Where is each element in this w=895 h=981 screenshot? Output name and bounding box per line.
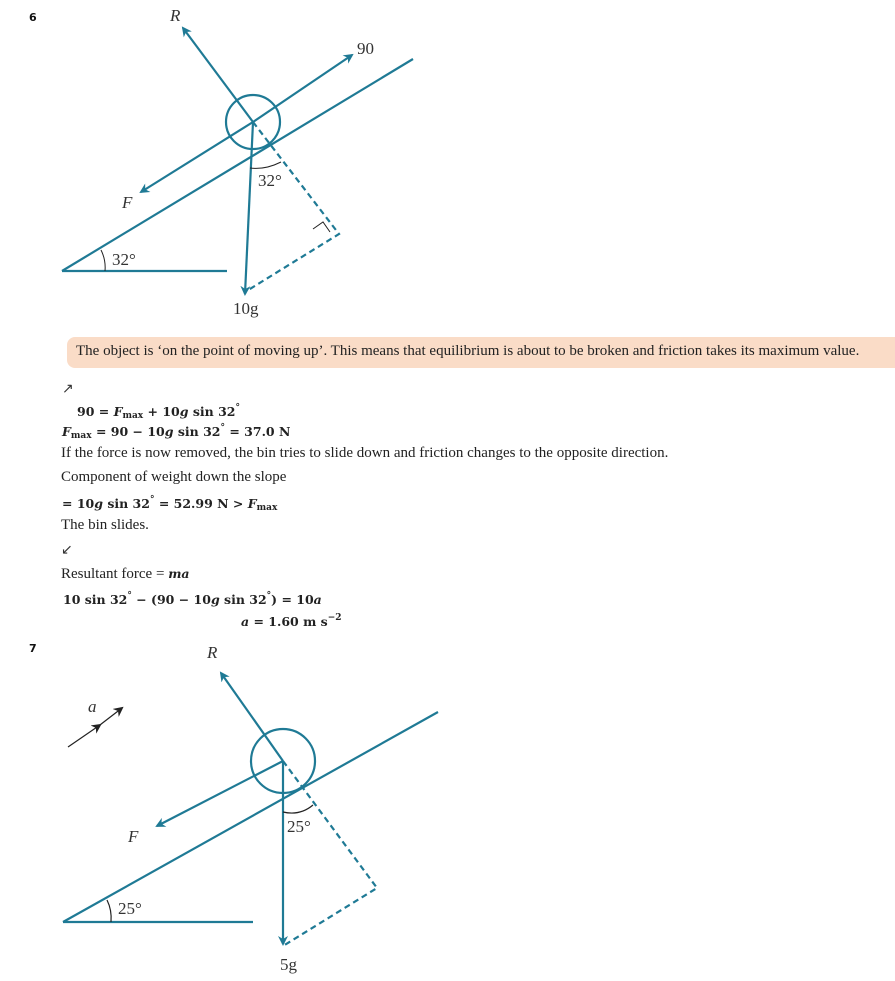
direction-up-icon: ↗ bbox=[62, 382, 74, 397]
eq2-end: = 37.0 N bbox=[225, 424, 291, 439]
eq3-deg: ° bbox=[149, 495, 155, 505]
label-acceleration: a bbox=[88, 697, 97, 716]
eq5-deg2: ° bbox=[266, 591, 272, 601]
equation-4 bbox=[61, 566, 190, 583]
eq3-lhs: = 10 bbox=[62, 496, 95, 511]
label-angle-base: 32° bbox=[112, 250, 136, 269]
eq6-av: a bbox=[241, 614, 250, 629]
equation-2 bbox=[62, 423, 290, 441]
applied-force-arrow bbox=[253, 55, 352, 122]
eq5-d: ) = 10 bbox=[271, 592, 314, 607]
eq3-mid: sin 32 bbox=[102, 496, 150, 511]
friction-arrow bbox=[141, 122, 253, 192]
label-angle-top: 32° bbox=[258, 171, 282, 190]
equation-5 bbox=[63, 591, 322, 607]
eq5-a: 10 sin 32 bbox=[63, 592, 128, 607]
free-body-diagram-q6 bbox=[0, 0, 460, 330]
acceleration-arrow-head bbox=[96, 708, 122, 728]
eq2-g: g bbox=[164, 424, 174, 439]
eq4-ma: ma bbox=[168, 566, 190, 581]
eq1-rhs: + 10 bbox=[143, 404, 180, 419]
question-number: 7 bbox=[29, 642, 37, 655]
eq2-deg: ° bbox=[220, 423, 225, 433]
reaction-arrow bbox=[221, 673, 283, 761]
eq5-c: sin 32 bbox=[219, 592, 267, 607]
eq1-F: F bbox=[113, 404, 123, 419]
eq3-rhs: = 52.99 N > bbox=[154, 496, 248, 511]
label-R: R bbox=[170, 6, 181, 25]
acceleration-arrow bbox=[68, 725, 100, 747]
eq2-mid: = 90 − 10 bbox=[91, 424, 165, 439]
text-bin-slides: The bin slides. bbox=[61, 517, 149, 533]
question-number: 6 bbox=[29, 11, 37, 24]
angle-arc-top bbox=[283, 805, 313, 813]
label-angle-top: 25° bbox=[287, 817, 311, 836]
right-angle-mark bbox=[313, 222, 330, 232]
label-F: F bbox=[128, 827, 139, 846]
free-body-diagram-q7 bbox=[0, 630, 460, 980]
eq2-sub: max bbox=[70, 431, 92, 441]
slope-line bbox=[63, 712, 438, 922]
direction-down-icon: ↙ bbox=[61, 543, 73, 558]
label-weight: 5g bbox=[280, 955, 297, 974]
eq5-av: a bbox=[313, 592, 322, 607]
angle-arc-base bbox=[107, 900, 111, 922]
text-force-removed: If the force is now removed, the bin tries to slide down and friction changes to the opposite direction. bbox=[61, 445, 669, 461]
angle-arc-base bbox=[101, 250, 105, 271]
label-R: R bbox=[207, 643, 218, 662]
label-F: F bbox=[122, 193, 133, 212]
text-component: Component of weight down the slope bbox=[61, 469, 287, 485]
eq6-mid: = 1.60 m s bbox=[249, 614, 328, 629]
eq5-deg1: ° bbox=[127, 591, 132, 601]
eq5-b: − (90 − 10 bbox=[131, 592, 211, 607]
eq1-deg: ° bbox=[235, 403, 240, 413]
equation-1 bbox=[77, 403, 240, 421]
eq5-g: g bbox=[210, 592, 220, 607]
eq3-F: F bbox=[247, 496, 257, 511]
label-applied-force: 90 bbox=[357, 39, 374, 58]
eq2-tail: sin 32 bbox=[173, 424, 221, 439]
eq2-F: F bbox=[62, 424, 71, 439]
eq1-sub: max bbox=[122, 411, 144, 421]
slope-line bbox=[62, 59, 413, 271]
eq3-g: g bbox=[94, 496, 103, 511]
eq3-sub: max bbox=[256, 503, 278, 513]
label-weight: 10g bbox=[233, 299, 259, 318]
callout-note: The object is ‘on the point of moving up’. This means that equilibrium is about to be broken and friction takes its maximum value. bbox=[67, 337, 895, 368]
equation-6 bbox=[241, 613, 342, 629]
reaction-arrow bbox=[183, 28, 253, 122]
eq4-text: Resultant force = bbox=[61, 566, 169, 582]
label-angle-base: 25° bbox=[118, 899, 142, 918]
eq6-exp: −2 bbox=[327, 613, 342, 623]
eq1-lhs: 90 = bbox=[77, 404, 114, 419]
equation-3 bbox=[62, 495, 277, 513]
friction-arrow bbox=[157, 761, 283, 826]
eq1-g: g bbox=[179, 404, 189, 419]
eq1-tail: sin 32 bbox=[188, 404, 236, 419]
angle-arc-top bbox=[250, 162, 281, 168]
